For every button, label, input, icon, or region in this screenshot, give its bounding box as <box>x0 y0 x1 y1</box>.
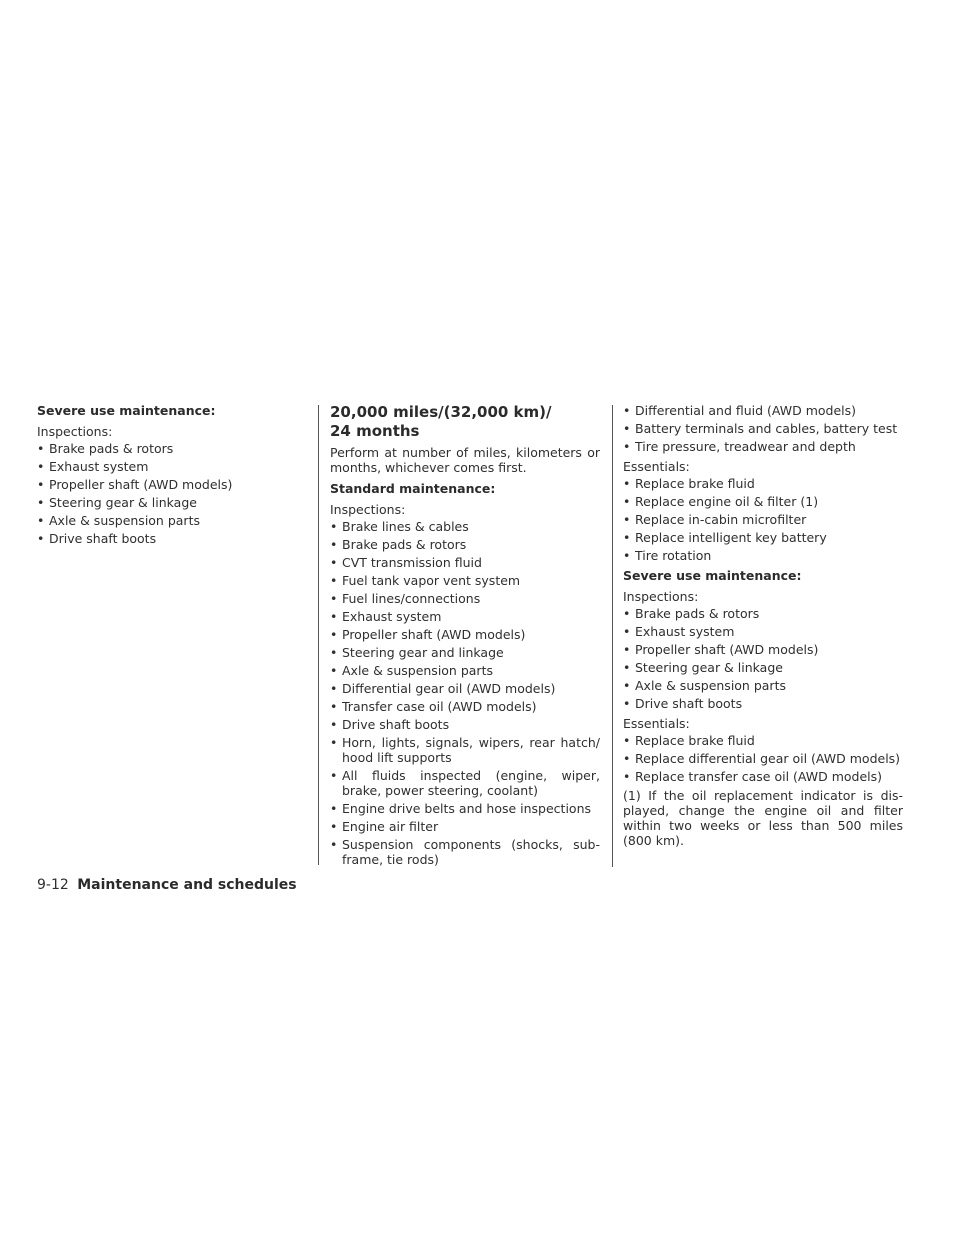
severe-inspections-list <box>623 606 903 711</box>
list-item: • Propeller shaft (AWD models) <box>330 627 600 642</box>
page-number: 9-12 <box>37 877 69 893</box>
list-item: • Steering gear & linkage <box>623 660 903 675</box>
essentials-label: Essentials: <box>623 459 690 474</box>
column-divider <box>318 405 319 865</box>
standard-inspections-list <box>330 519 600 867</box>
list-item: • Exhaust system <box>37 459 299 474</box>
page-footer <box>37 876 297 894</box>
list-item: • Axle & suspension parts <box>330 663 600 678</box>
list-item: • Drive shaft boots <box>330 717 600 732</box>
list-item: • Exhaust system <box>330 609 600 624</box>
inspections-label: Inspections: <box>623 589 699 604</box>
interval-intro: Perform at number of miles, kilometers or months, whichever comes first. <box>330 445 600 475</box>
column-1 <box>37 402 299 550</box>
list-item: • Brake lines & cables <box>330 519 600 534</box>
list-item: • All fluids inspected (engine, wiper, brake, power steering, coolant) <box>330 768 600 798</box>
list-item: • Fuel lines/connections <box>330 591 600 606</box>
column-3 <box>623 403 903 853</box>
list-item: • Replace brake fluid <box>623 476 903 491</box>
list-item: • Engine drive belts and hose inspections <box>330 801 600 816</box>
essentials-label: Essentials: <box>623 716 690 731</box>
list-item: • Replace in-cabin microfilter <box>623 512 903 527</box>
list-item: • Differential gear oil (AWD models) <box>330 681 600 696</box>
list-item: • Suspension components (shocks, sub- frame, tie rods) <box>330 837 600 867</box>
list-item: • Replace brake fluid <box>623 733 903 748</box>
interval-title <box>330 403 600 441</box>
list-item: • Axle & suspension parts <box>623 678 903 693</box>
list-item: • Drive shaft boots <box>37 531 299 546</box>
list-item: • Horn, lights, signals, wipers, rear hatch/ hood lift supports <box>330 735 600 765</box>
column-divider <box>612 405 613 867</box>
list-item: • Brake pads & rotors <box>623 606 903 621</box>
list-item: • Fuel tank vapor vent system <box>330 573 600 588</box>
list-item: • Tire pressure, treadwear and depth <box>623 439 903 454</box>
list-item: • Tire rotation <box>623 548 903 563</box>
standard-maintenance-heading: Standard maintenance: <box>330 481 496 496</box>
severe-use-heading: Severe use maintenance: <box>623 568 802 583</box>
oil-indicator-note: (1) If the oil replacement indicator is dis- played, change the engine oil and filter within two weeks or less than 500 miles (800 km). <box>623 788 903 848</box>
severe-essentials-list <box>623 733 903 784</box>
list-item: • Steering gear and linkage <box>330 645 600 660</box>
list-item: • Steering gear & linkage <box>37 495 299 510</box>
list-item: • Battery terminals and cables, battery test <box>623 421 903 436</box>
list-item: • Exhaust system <box>623 624 903 639</box>
list-item: • Transfer case oil (AWD models) <box>330 699 600 714</box>
section-title: Maintenance and schedules <box>77 877 297 893</box>
list-item: • Replace engine oil & filter (1) <box>623 494 903 509</box>
list-item: • Replace differential gear oil (AWD models) <box>623 751 903 766</box>
list-item: • Replace intelligent key battery <box>623 530 903 545</box>
standard-inspections-list-continued <box>623 403 903 454</box>
interval-title-line1: 20,000 miles/(32,000 km)/ <box>330 403 552 421</box>
list-item: • Brake pads & rotors <box>37 441 299 456</box>
list-item: • Engine air filter <box>330 819 600 834</box>
list-item: • Axle & suspension parts <box>37 513 299 528</box>
inspections-label: Inspections: <box>37 424 113 439</box>
standard-essentials-list <box>623 476 903 563</box>
list-item: • Brake pads & rotors <box>330 537 600 552</box>
interval-title-line2: 24 months <box>330 422 420 440</box>
list-item: • CVT transmission fluid <box>330 555 600 570</box>
severe-use-heading: Severe use maintenance: <box>37 403 216 418</box>
list-item: • Differential and fluid (AWD models) <box>623 403 903 418</box>
list-item: • Drive shaft boots <box>623 696 903 711</box>
list-item: • Propeller shaft (AWD models) <box>37 477 299 492</box>
list-item: • Replace transfer case oil (AWD models) <box>623 769 903 784</box>
column-2 <box>330 403 600 871</box>
inspections-label: Inspections: <box>330 502 406 517</box>
severe-inspections-list <box>37 441 299 546</box>
list-item: • Propeller shaft (AWD models) <box>623 642 903 657</box>
